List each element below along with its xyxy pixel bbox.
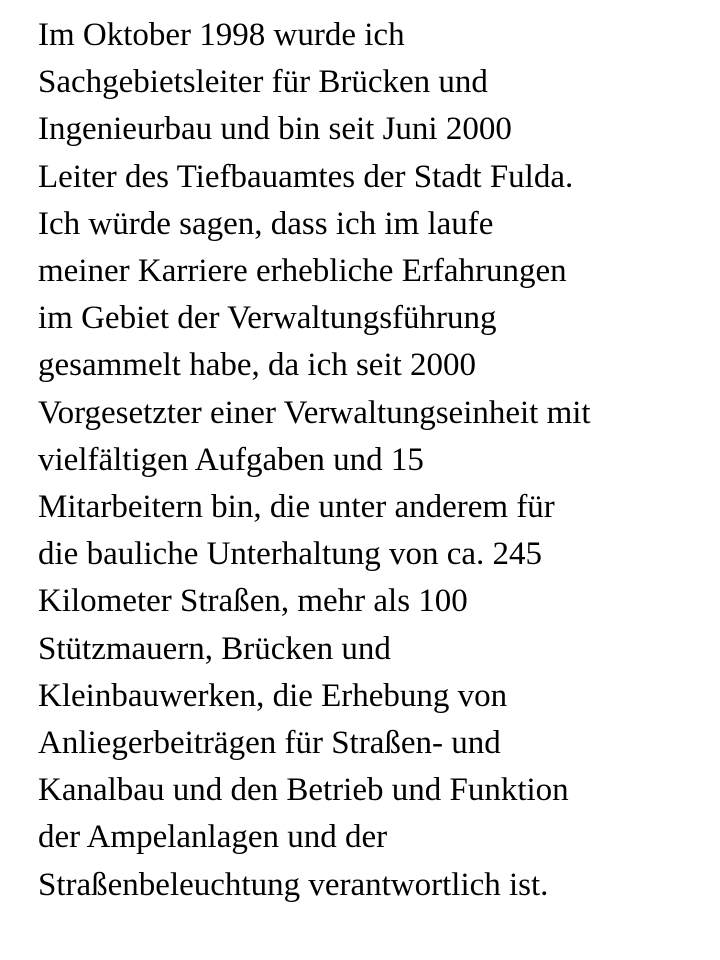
text-line: Leiter des Tiefbauamtes der Stadt Fulda. [38,158,574,195]
body-paragraph [38,12,718,909]
text-line: Im Oktober 1998 wurde ich [38,17,405,53]
text-line: Stützmauern, Brücken und [38,630,391,667]
text-line: gesammelt habe, da ich seit 2000 [38,347,477,384]
text-line: die bauliche Unterhaltung von ca. 245 [38,536,543,573]
text-line: Anliegerbeiträgen für Straßen- und [38,725,501,762]
text-line: Ich würde sagen, dass ich im laufe [38,205,494,242]
text-line: Sachgebietsleiter für Brücken und [38,64,488,101]
text-line: Kleinbauwerken, die Erhebung von [38,677,508,714]
text-line: Mitarbeitern bin, die unter anderem für [38,489,555,526]
text-line: im Gebiet der Verwaltungsführung [38,300,497,337]
text-line: meiner Karriere erhebliche Erfahrungen [38,253,567,290]
text-line: vielfältigen Aufgaben und 15 [38,441,424,478]
text-line: der Ampelanlagen und der [38,819,388,856]
text-line: Kanalbau und den Betrieb und Funktion [38,772,569,809]
text-line: Ingenieurbau und bin seit Juni 2000 [38,111,512,148]
text-line: Straßenbeleuchtung verantwortlich ist. [38,866,549,903]
text-line: Vorgesetzter einer Verwaltungseinheit mit [38,394,591,431]
text-line: Kilometer Straßen, mehr als 100 [38,583,468,620]
